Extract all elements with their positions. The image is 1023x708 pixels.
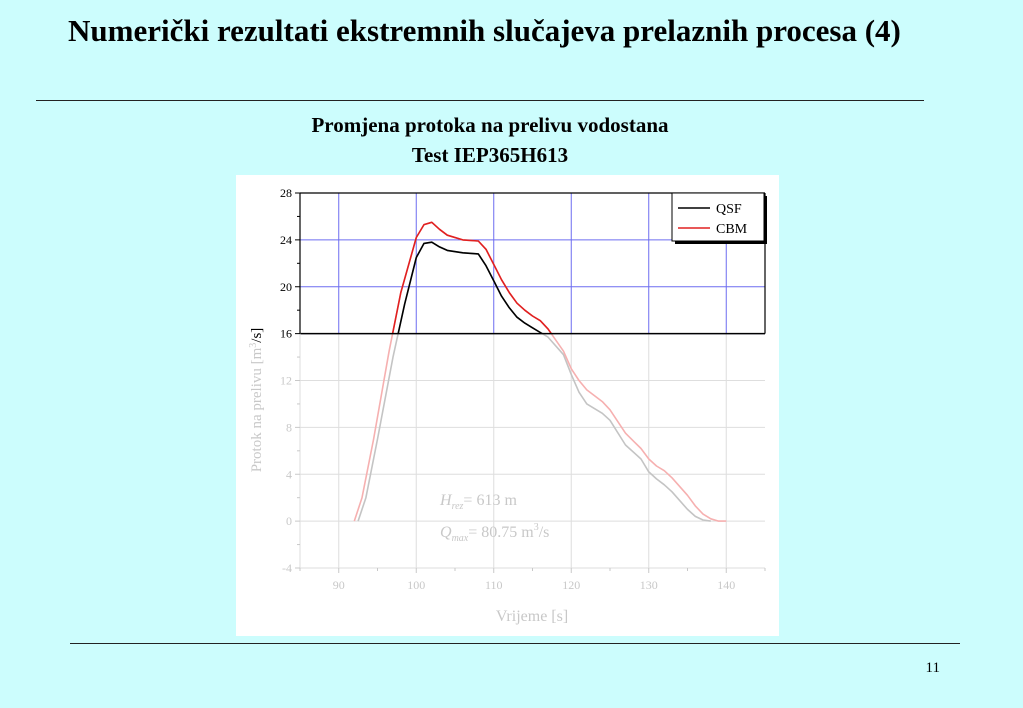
annotation-h-value: = 613 m (463, 492, 517, 509)
series-line-cbm-full (354, 222, 726, 521)
x-tick-label-120: 120 (562, 578, 581, 592)
annotation-q-symbol: Q (440, 524, 452, 541)
annotation-q-subscript: max (451, 533, 469, 544)
y-tick-label-0: 0 (286, 514, 292, 529)
y-axis-label-main: Protok na prelivu [m (249, 347, 265, 473)
y-tick-label-28: 28 (280, 186, 292, 200)
flow-chart (236, 175, 779, 636)
y-axis-label (248, 328, 266, 473)
annotation-q-value: = 80.75 m (468, 524, 534, 541)
y-tick-label-24: 24 (280, 232, 292, 247)
y-tick-label-4: 4 (286, 467, 292, 482)
x-tick-label-130: 130 (639, 578, 658, 592)
title-divider (36, 100, 924, 101)
legend-label-qsf: QSF (716, 202, 742, 217)
annotation-h-subscript: rez (451, 501, 464, 512)
y-tick-label--4: -4 (282, 561, 292, 575)
y-axis-label-tail: /s] (249, 327, 265, 343)
annotation-q-sup: 3 (533, 522, 539, 533)
annotation-line2 (440, 522, 549, 544)
y-tick-label-16: 16 (280, 326, 292, 341)
x-tick-label-90: 90 (332, 578, 345, 592)
x-axis-label: Vrijeme [s] (495, 608, 569, 625)
chart-panel (236, 175, 779, 636)
x-tick-label-100: 100 (407, 578, 426, 592)
slide-title: Numerički rezultati ekstremnih slučajeva prelaznih procesa (4) (68, 13, 901, 48)
annotation-h-symbol: H (440, 492, 452, 509)
annotation-q-tail: /s (538, 524, 550, 541)
x-tick-label-140: 140 (717, 578, 736, 592)
footer-divider (70, 643, 960, 644)
y-axis-label-sup: 3 (247, 342, 259, 348)
legend-label-cbm: CBM (716, 222, 748, 237)
chart-subtitle-line1: Promjena protoka na prelivu vodostana (311, 113, 669, 137)
series-line-qsf-full (358, 242, 711, 521)
chart-legend (672, 193, 767, 244)
y-tick-label-8: 8 (286, 420, 292, 435)
y-tick-label-12: 12 (280, 373, 292, 388)
chart-subtitle-line2: Test IEP365H613 (411, 143, 569, 167)
annotation-line1 (439, 492, 517, 512)
x-tick-label-110: 110 (484, 578, 503, 592)
page-number: 11 (925, 660, 940, 676)
y-tick-label-20: 20 (280, 279, 292, 294)
